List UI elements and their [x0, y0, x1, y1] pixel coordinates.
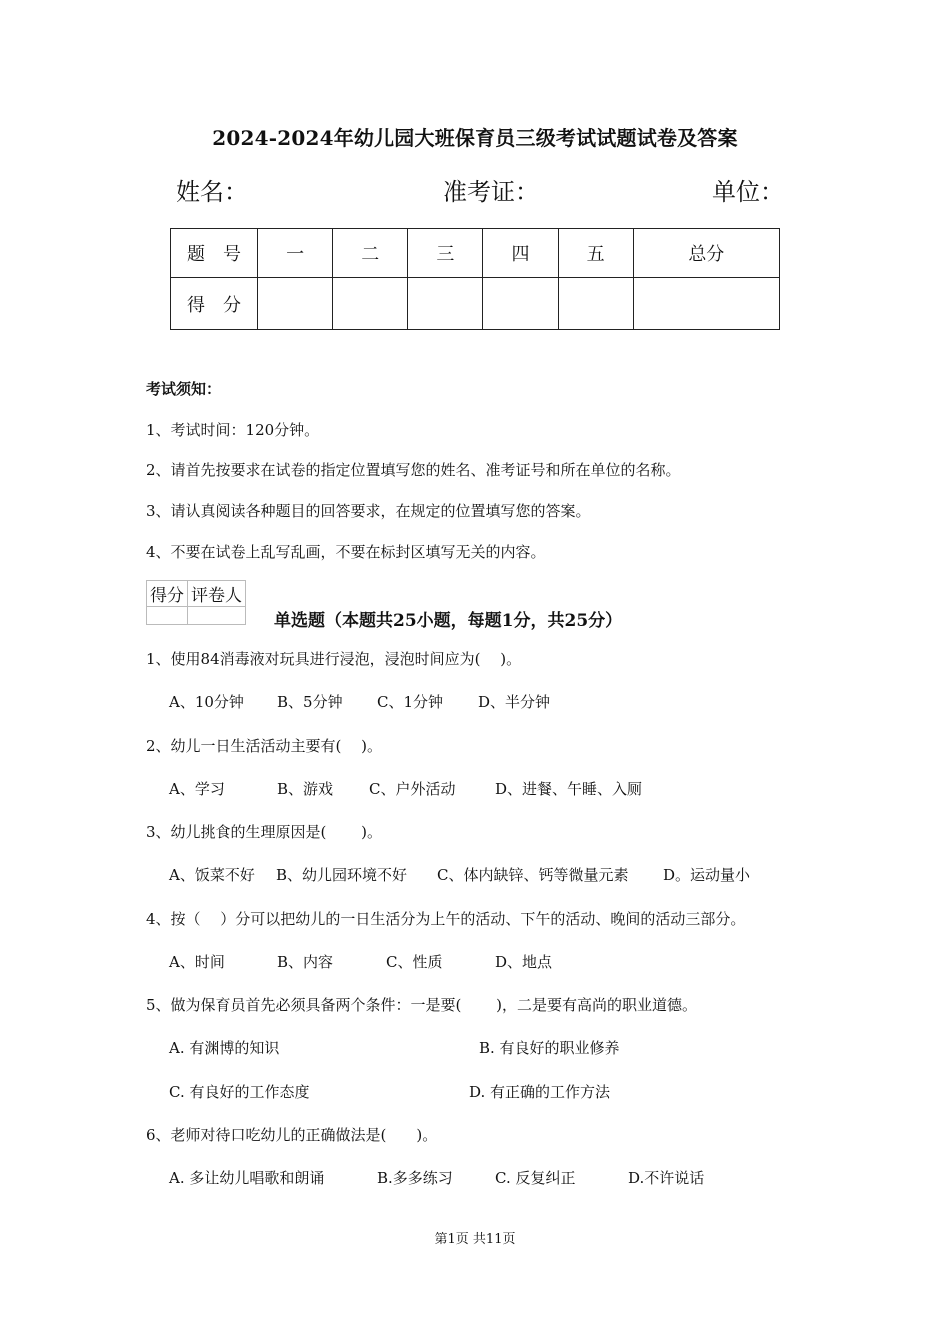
question-text: 2、幼儿一日生活活动主要有( )。 [146, 737, 383, 755]
option-b: B.多多练习 [377, 1169, 453, 1187]
section-5-header: 五 [558, 229, 633, 278]
score-table-header-row [171, 229, 780, 278]
question-text: 3、幼儿挑食的生理原因是( )。 [146, 823, 383, 841]
score-cell[interactable] [483, 278, 558, 330]
grader-reviewer-cell[interactable] [188, 607, 246, 625]
grader-score-label: 得分 [147, 581, 188, 607]
option-a: A、饭菜不好 [169, 866, 255, 884]
option-c: C、1分钟 [377, 693, 444, 711]
option-c: C. 有良好的工作态度 [169, 1083, 310, 1101]
score-table [170, 228, 780, 330]
option-d: D. 有正确的工作方法 [469, 1083, 611, 1101]
score-cell[interactable] [333, 278, 408, 330]
option-d: D、半分钟 [478, 693, 551, 711]
notice-item: 1、考试时间：120分钟。 [146, 421, 320, 439]
score-table-score-row [171, 278, 780, 330]
option-b: B、游戏 [277, 780, 334, 798]
score-cell[interactable] [258, 278, 333, 330]
total-header: 总分 [633, 229, 779, 278]
section-4-header: 四 [483, 229, 558, 278]
grader-score-cell[interactable] [147, 607, 188, 625]
option-a: A、10分钟 [169, 693, 244, 711]
option-d: D。运动量小 [663, 866, 751, 884]
option-c: C、性质 [386, 953, 443, 971]
name-field-label: 姓名： [176, 178, 248, 206]
section-1-header: 一 [258, 229, 333, 278]
exam-id-field-label: 准考证： [443, 178, 539, 206]
option-b: B、幼儿园环境不好 [276, 866, 408, 884]
section-title: 单选题（本题共25小题，每题1分，共25分） [274, 611, 623, 631]
total-score-cell[interactable] [633, 278, 779, 330]
notice-item: 4、不要在试卷上乱写乱画，不要在标封区填写无关的内容。 [146, 543, 546, 561]
page-title: 2024-2024年幼儿园大班保育员三级考试试题试卷及答案 [212, 126, 738, 150]
option-a: A. 多让幼儿唱歌和朗诵 [169, 1169, 325, 1187]
page-footer: 第1页 共11页 [434, 1232, 516, 1247]
grader-reviewer-label: 评卷人 [188, 581, 246, 607]
option-d: D、地点 [495, 953, 553, 971]
section-2-header: 二 [333, 229, 408, 278]
option-b: B. 有良好的职业修养 [479, 1039, 620, 1057]
notice-heading: 考试须知： [146, 380, 222, 398]
score-cell[interactable] [408, 278, 483, 330]
option-b: B、5分钟 [277, 693, 343, 711]
notice-item: 3、请认真阅读各种题目的回答要求，在规定的位置填写您的答案。 [146, 502, 591, 520]
notice-item: 2、请首先按要求在试卷的指定位置填写您的姓名、准考证号和所在单位的名称。 [146, 461, 681, 479]
section-3-header: 三 [408, 229, 483, 278]
option-d: D、进餐、午睡、入厕 [495, 780, 643, 798]
option-a: A、时间 [169, 953, 225, 971]
question-text: 6、老师对待口吃幼儿的正确做法是( )。 [146, 1126, 438, 1144]
option-a: A、学习 [169, 780, 225, 798]
score-row-label: 得 分 [171, 278, 258, 330]
question-text: 5、做为保育员首先必须具备两个条件：一是要( )，二是要有高尚的职业道德。 [146, 996, 698, 1014]
option-c: C、体内缺锌、钙等微量元素 [437, 866, 629, 884]
option-c: C. 反复纠正 [495, 1169, 576, 1187]
unit-field-label: 单位： [712, 178, 784, 206]
question-number-header: 题 号 [171, 229, 258, 278]
question-text: 4、按（ ）分可以把幼儿的一日生活分为上午的活动、下午的活动、晚间的活动三部分。 [146, 910, 746, 928]
score-cell[interactable] [558, 278, 633, 330]
grader-box [146, 580, 246, 625]
option-a: A. 有渊博的知识 [169, 1039, 280, 1057]
question-text: 1、使用84消毒液对玩具进行浸泡，浸泡时间应为( )。 [146, 650, 522, 668]
option-d: D.不许说话 [628, 1169, 705, 1187]
option-c: C、户外活动 [369, 780, 456, 798]
option-b: B、内容 [277, 953, 334, 971]
